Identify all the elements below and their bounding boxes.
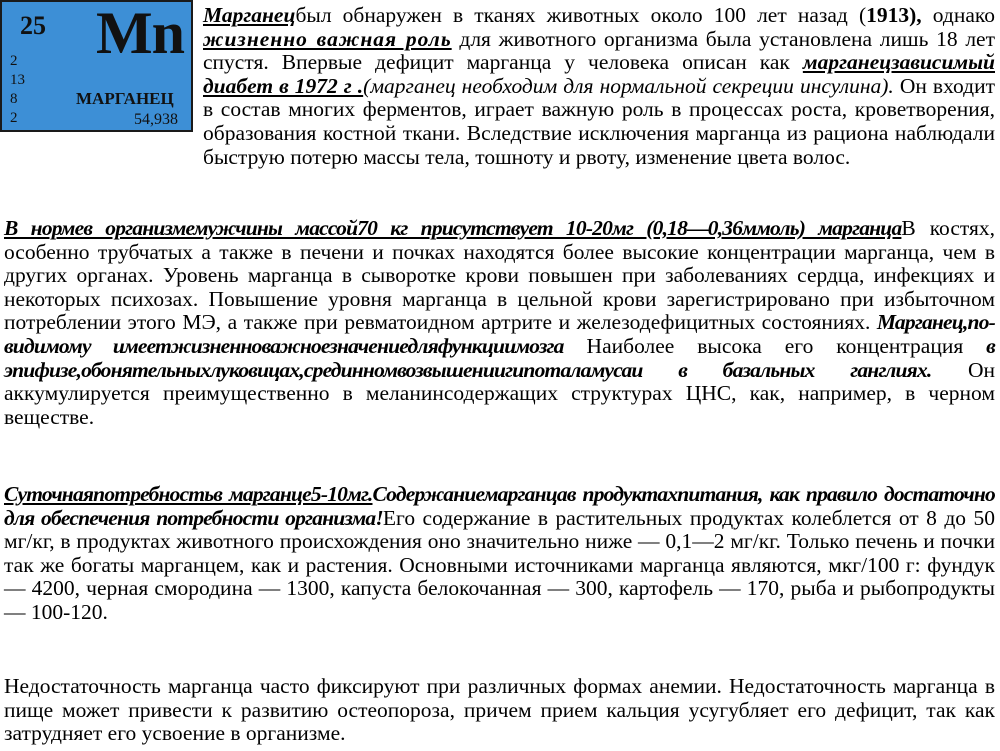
atomic-number: 25 bbox=[20, 11, 46, 40]
body-text: Он входит в состав многих ферментов, играет важную роль в процессах роста, кроветворения, образования костной ткани. Вследствие исключения марганца из рациона наблюдали быструю потерю массы тела, тошноту и рвоту, изменение цвета волос. bbox=[203, 73, 995, 169]
brain-text: Марганец,по-видимому имеетжизненноважноезначениедляфункциимозга bbox=[4, 310, 995, 358]
diabetes-text: марганецзависимый диабет в 1972 г . bbox=[203, 50, 995, 98]
body-text: Наиболее высока его концентрация bbox=[563, 333, 987, 358]
shell-value: 8 bbox=[10, 91, 18, 107]
requirement-heading: Суточнаяпотребностьв марганце5-10мг. bbox=[4, 482, 373, 506]
lead-term: Марганец bbox=[203, 3, 296, 27]
paragraph-intro bbox=[203, 4, 995, 169]
body-text: Он аккумулируется преимущественно в меланинсодержащих структурах ЦНС, как, например, в черном веществе. bbox=[4, 357, 995, 429]
electron-shells bbox=[10, 52, 25, 128]
shell-value: 2 bbox=[10, 110, 18, 126]
element-symbol: Mn bbox=[96, 0, 184, 66]
shell-value: 2 bbox=[10, 53, 18, 69]
element-tile bbox=[0, 0, 193, 132]
paragraph-requirement bbox=[4, 483, 995, 625]
vital-role-text: жизненно важная роль bbox=[203, 26, 452, 51]
norm-heading: В нормев организмемужчины массой70 кг присутствует 10-20мг (0,18—0,36ммоль) марганца bbox=[4, 216, 902, 240]
shell-value: 13 bbox=[10, 72, 25, 88]
body-text: Недостаточность марганца часто фиксируют при различных формах анемии. Недостаточность марганца в пище может привести к развитию остеопороза, причем прием кальция усугубляет его дефицит, так как затрудняет его усвоение в организме. bbox=[4, 674, 995, 746]
body-text: В костях, особенно трубчатых а также в печени и почках находятся более высокие концентрации марганца, чем в других органах. Уровень марганца в сыворотке крови повышен при заболеваниях сердца, инфекциях и некоторых психозах. Повышение уровня марганца в цельной крови зарегистрировано при избыточном потреблении этого МЭ, а также при ревматоидном артрите и железодефицитных состояниях. bbox=[4, 216, 995, 335]
body-text: для животного организма была установлена лишь 18 лет спустя. Впервые дефицит марганца у человека описан как bbox=[203, 26, 995, 75]
locations-text: в эпифизе,обонятельныхлуковицах,срединномвозвышениигипоталамусаи в базальных ганглиях. bbox=[4, 333, 995, 382]
year-text: 1913), bbox=[866, 3, 922, 27]
atomic-mass: 54,938 bbox=[134, 111, 178, 128]
body-text: однако bbox=[921, 3, 995, 27]
paragraph-deficiency bbox=[4, 675, 995, 746]
content-subheading: Содержаниемарганцав продуктахпитания, как правило достаточно для обеспечения потребности организма! bbox=[4, 482, 995, 530]
body-text: Его содержание в растительных продуктах колеблется от 8 до 50 мг/кг, в продуктах животного происхождения оно значительно ниже — 0,1—2 мг/кг. Только печень и почки так же богаты марганцем, как и растения. Основными источниками марганца являются, мкг/100 г: фундук — 4200, черная смородина — 1300, капуста белокочанная — 300, картофель — 170, рыба и рыбопродукты — 100-120. bbox=[4, 505, 996, 624]
body-text: был обнаружен в тканях животных около 100 лет назад ( bbox=[295, 3, 867, 27]
element-name: МАРГАНЕЦ bbox=[76, 89, 174, 108]
insulin-note: (марганец необходим для нормальной секреции инсулина). bbox=[363, 73, 894, 98]
paragraph-norm bbox=[4, 217, 995, 429]
